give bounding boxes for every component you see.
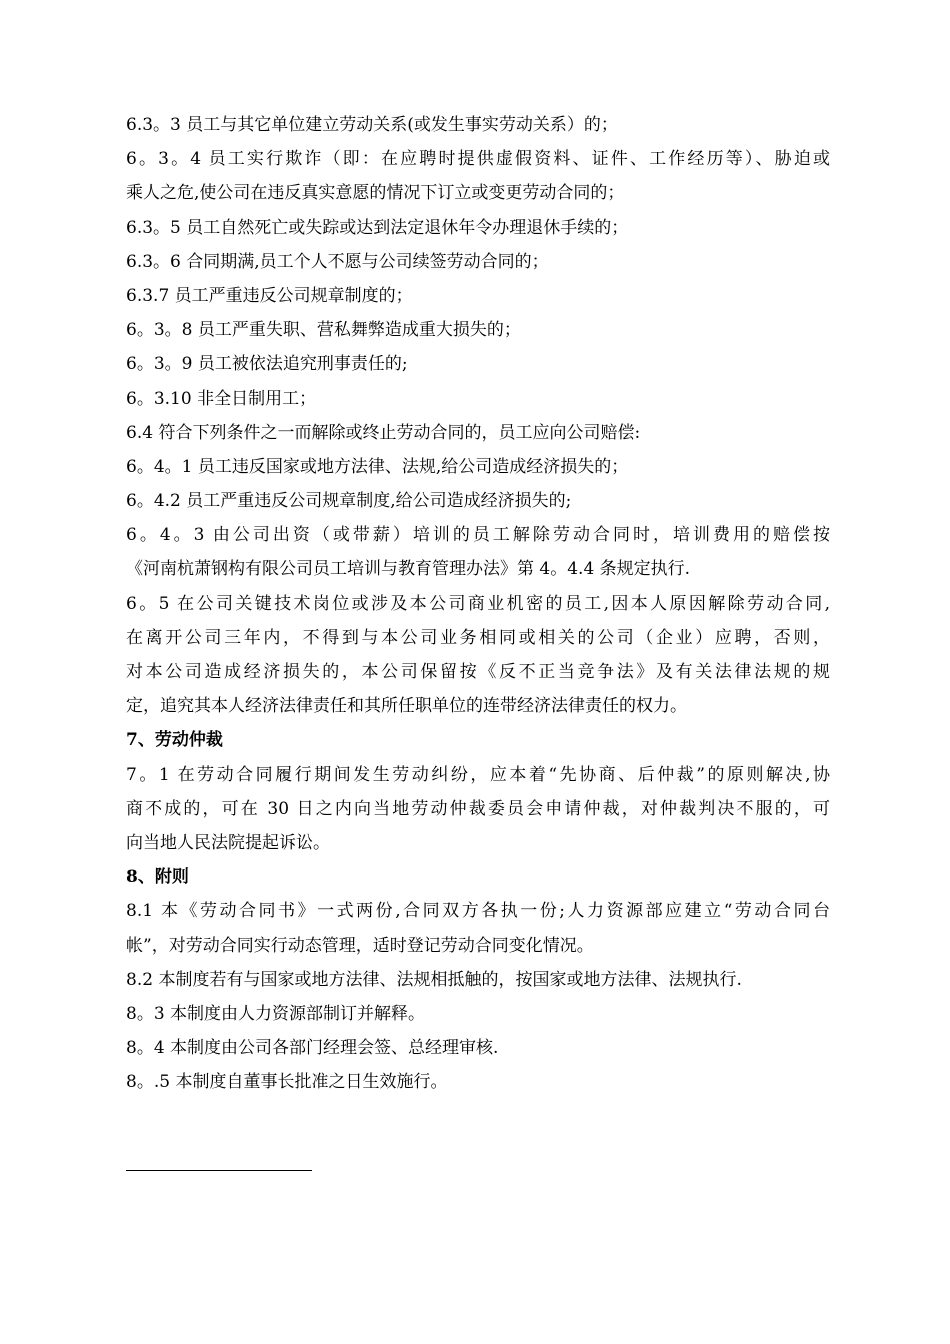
text-line: 7。1 在劳动合同履行期间发生劳动纠纷，应本着“先协商、后仲裁”的原则解决,协 (126, 764, 830, 785)
text-line: 6.4 符合下列条件之一而解除或终止劳动合同的，员工应向公司赔偿: (126, 422, 641, 443)
section-heading: 8、附则 (126, 867, 189, 888)
text-line: 帐”，对劳动合同实行动态管理，适时登记劳动合同变化情况。 (126, 935, 594, 956)
text-line: 8.1 本《劳动合同书》一式两份,合同双方各执一份;人力资源部应建立“劳动合同台 (126, 901, 830, 922)
text-line: 对本公司造成经济损失的，本公司保留按《反不正当竞争法》及有关法律法规的规 (126, 662, 830, 682)
text-line: 6.3。6 合同期满,员工个人不愿与公司续签劳动合同的； (126, 251, 549, 272)
text-line: 6。5 在公司关键技术岗位或涉及本公司商业机密的员工,因本人原因解除劳动合同, (126, 593, 830, 614)
text-line: 《河南杭萧钢构有限公司员工培训与教育管理办法》第 4。4.4 条规定执行. (126, 559, 691, 580)
text-line: 6。4。1 员工违反国家或地方法律、法规,给公司造成经济损失的； (126, 456, 629, 477)
text-line: 6。3。9 员工被依法追究刑事责任的; (126, 354, 408, 375)
text-line: 6。3。8 员工严重失职、营私舞弊造成重大损失的； (126, 320, 521, 341)
text-line: 6。4。3 由公司出资（或带薪）培训的员工解除劳动合同时，培训费用的赔偿按 (126, 525, 830, 546)
text-line: 定，追究其本人经济法律责任和其所任职单位的连带经济法律责任的权力。 (126, 696, 687, 717)
text-line: 在离开公司三年内，不得到与本公司业务相同或相关的公司（企业）应聘，否则， (126, 627, 830, 648)
text-line: 乘人之危,使公司在违反真实意愿的情况下订立或变更劳动合同的； (126, 183, 625, 204)
text-line: 6。3.10 非全日制用工； (126, 388, 317, 409)
text-line: 6。3。4 员工实行欺诈（即：在应聘时提供虚假资料、证件、工作经历等）、胁迫或 (126, 149, 830, 170)
text-line: 8。4 本制度由公司各部门经理会签、总经理审核. (126, 1038, 499, 1059)
text-line: 商不成的，可在 30 日之内向当地劳动仲裁委员会申请仲裁，对仲裁判决不服的，可 (126, 798, 830, 819)
footnote-separator (126, 1170, 312, 1171)
text-line: 8。3 本制度由人力资源部制订并解释。 (126, 1003, 426, 1024)
section-heading: 7、劳动仲裁 (126, 730, 223, 751)
text-line: 6.3.7 员工严重违反公司规章制度的； (126, 285, 413, 306)
text-line: 6。4.2 员工严重违反公司规章制度,给公司造成经济损失的; (126, 491, 572, 512)
document-body (126, 108, 830, 1099)
text-line: 6.3。5 员工自然死亡或失踪或达到法定退休年令办理退休手续的； (126, 217, 629, 238)
text-line: 6.3。3 员工与其它单位建立劳动关系(或发生事实劳动关系）的； (126, 115, 618, 135)
text-line: 8.2 本制度若有与国家或地方法律、法规相抵触的，按国家或地方法律、法规执行. (126, 969, 742, 990)
text-line: 向当地人民法院提起诉讼。 (126, 832, 330, 853)
text-line: 8。.5 本制度自董事长批准之日生效施行。 (126, 1072, 448, 1093)
